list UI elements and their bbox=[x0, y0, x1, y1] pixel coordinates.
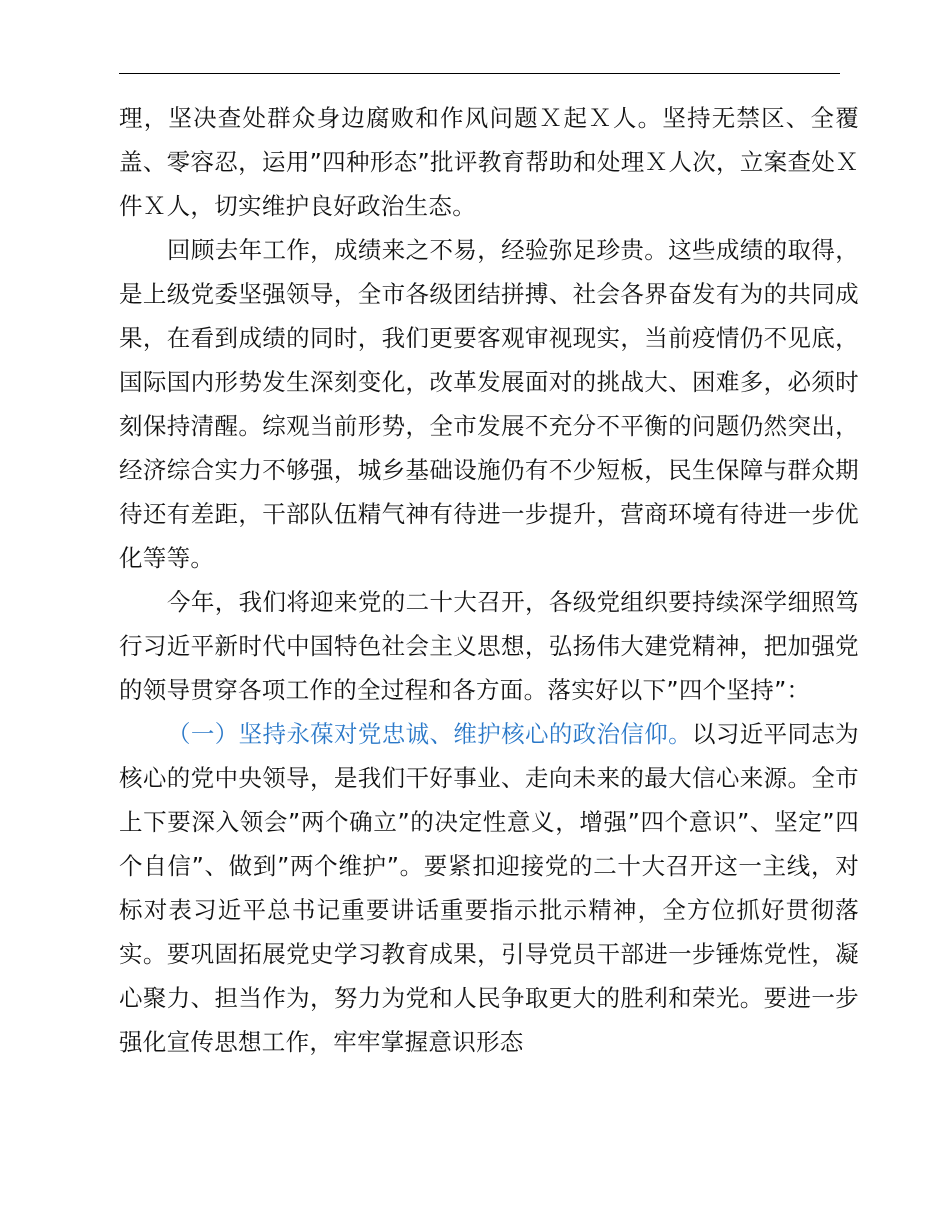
paragraph-3-text: 今年，我们将迎来党的二十大召开，各级党组织要持续深学细照笃行习近平新时代中国特色社会主义思想，弘扬伟大建党精神，把加强党的领导贯穿各项工作的全过程和各方面。落实好以下”四个坚持”： bbox=[119, 588, 859, 704]
paragraph-4-text: 以习近平同志为核心的党中央领导，是我们干好事业、走向未来的最大信心来源。全市上下要深入领会”两个确立”的决定性意义，增强”四个意识”、坚定”四个自信”、做到”两个维护”。要紧扣迎接党的二十大召开这一主线，对标对表习近平总书记重要讲话重要指示批示精神，全方位抓好贯彻落实。要巩固拓展党史学习教育成果，引导党员干部进一步锤炼党性，凝心聚力、担当作为，努力为党和人民争取更大的胜利和荣光。要进一步强化宣传思想工作，牢牢掌握意识形态 bbox=[119, 720, 859, 1056]
paragraph-1 bbox=[119, 96, 859, 228]
paragraph-2 bbox=[119, 228, 859, 580]
paragraph-4 bbox=[119, 712, 859, 1064]
document-body bbox=[119, 96, 859, 1064]
header-rule bbox=[119, 73, 840, 74]
section-heading: （一）坚持永葆对党忠诚、维护核心的政治信仰。 bbox=[167, 720, 692, 748]
paragraph-1-text: 理，坚决查处群众身边腐败和作风问题Ｘ起Ｘ人。坚持无禁区、全覆盖、零容忍，运用”四种形态”批评教育帮助和处理Ｘ人次，立案查处Ｘ件Ｘ人，切实维护良好政治生态。 bbox=[119, 104, 859, 220]
paragraph-3 bbox=[119, 580, 859, 712]
paragraph-2-text: 回顾去年工作，成绩来之不易，经验弥足珍贵。这些成绩的取得，是上级党委坚强领导，全市各级团结拼搏、社会各界奋发有为的共同成果，在看到成绩的同时，我们更要客观审视现实，当前疫情仍不见底，国际国内形势发生深刻变化，改革发展面对的挑战大、困难多，必须时刻保持清醒。综观当前形势，全市发展不充分不平衡的问题仍然突出，经济综合实力不够强，城乡基础设施仍有不少短板，民生保障与群众期待还有差距，干部队伍精气神有待进一步提升，营商环境有待进一步优化等等。 bbox=[119, 236, 859, 572]
